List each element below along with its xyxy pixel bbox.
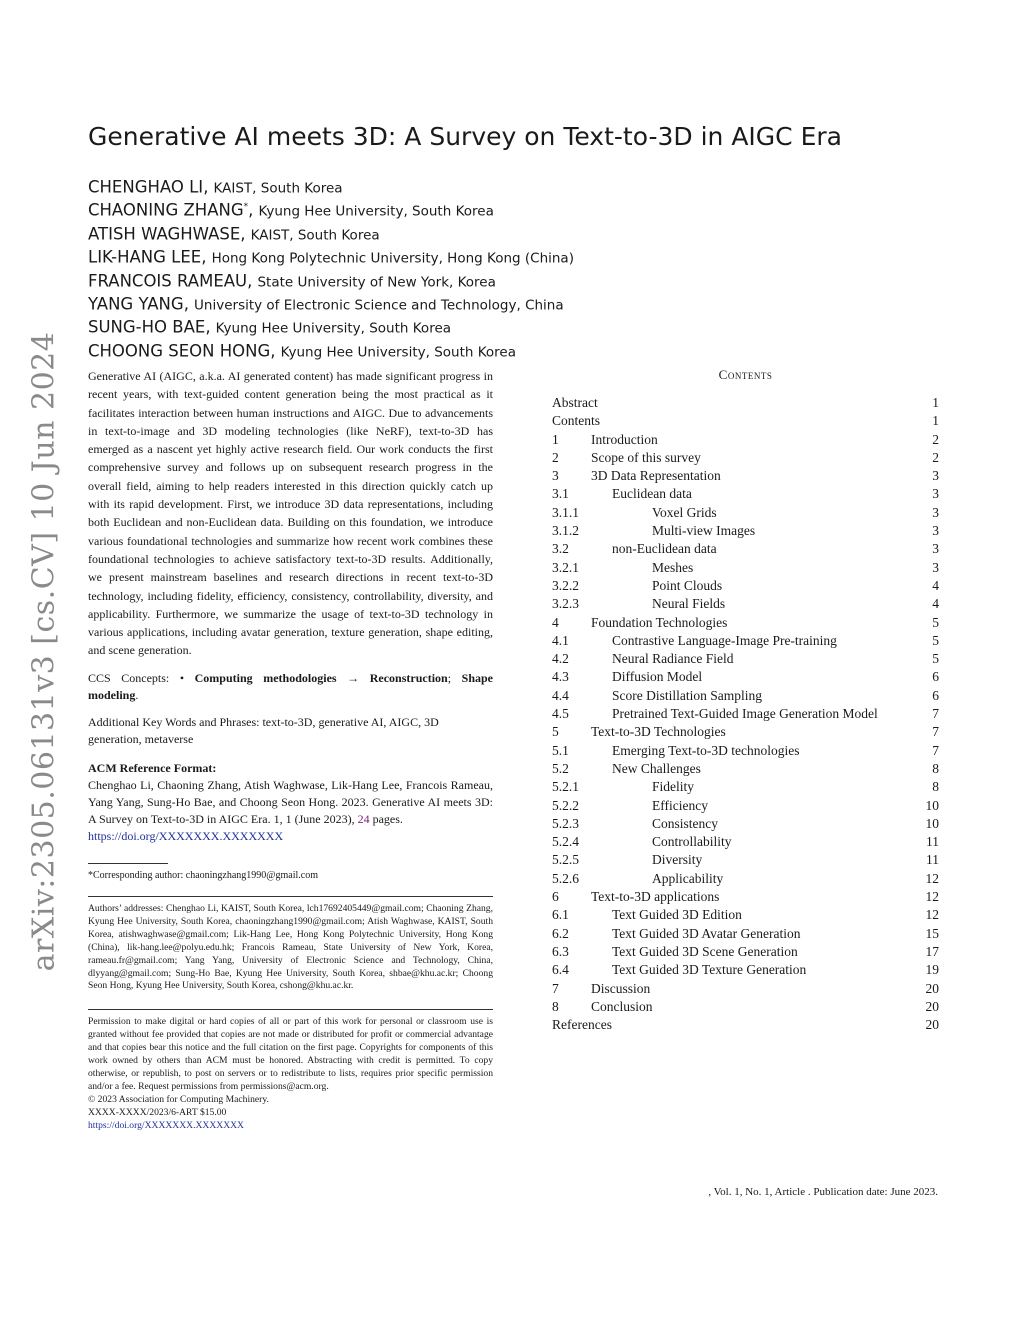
toc-entry-label: Neural Radiance Field [612,651,734,667]
author-name: LIK-HANG LEE [88,247,202,267]
toc-entry[interactable] [552,778,939,796]
toc-entry[interactable] [552,614,939,632]
toc-entry-label: Introduction [591,431,658,447]
isbn-line: XXXX-XXXX/2023/6-ART $15.00 [88,1107,227,1119]
author-affiliation: Hong Kong Polytechnic University, Hong Kong (China) [211,250,574,267]
arxiv-stamp [20,331,68,971]
toc-entry-page: 1 [932,413,939,429]
toc-entry[interactable] [552,632,939,650]
toc-entry[interactable] [552,760,939,778]
toc-entry-page: 8 [932,760,939,776]
toc-entry[interactable] [552,925,939,943]
toc-entry-label: Discussion [591,980,651,996]
toc-entry-label: Neural Fields [652,596,726,612]
toc-entry-page: 11 [926,834,939,850]
toc-entry[interactable] [552,394,939,412]
toc-entry[interactable] [552,504,939,522]
toc-entry-label: Text Guided 3D Edition [612,907,742,923]
toc-entry-number: 6 [552,889,559,905]
toc-entry-page: 7 [932,724,939,740]
toc-entry-label: Applicability [652,870,724,886]
toc-entry[interactable] [552,705,939,723]
toc-entry-page: 11 [926,852,939,868]
reference-pages-suffix: pages. [369,811,403,826]
author-list [88,173,574,360]
toc-entry-page: 7 [932,706,939,722]
toc-entry-page: 4 [932,577,939,593]
author-line: ATISH WAGHWASE, KAIST, South Korea [88,224,380,244]
arxiv-stamp-text: arXiv:2305.06131v3 [cs.CV] 10 Jun 2024 [26,331,62,971]
toc-entry-label: Contrastive Language-Image Pre-training [612,632,837,648]
toc-entry-label: Consistency [652,815,718,831]
toc-entry-number: 6.1 [552,907,569,923]
author-affiliation: Kyung Hee University, South Korea [258,203,494,220]
toc-entry-page: 3 [932,559,939,575]
toc-entry-label: Point Clouds [652,577,723,593]
toc-entry[interactable] [552,577,939,595]
toc-entry[interactable] [552,522,939,540]
author-name: FRANCOIS RAMEAU [88,270,248,290]
ccs-suffix: . [135,687,139,702]
bottom-doi-line [88,1120,493,1133]
ccs-separator: ; [447,670,462,685]
author-line: FRANCOIS RAMEAU, State University of New York, Korea [88,270,496,290]
toc-entry-label: Fidelity [652,779,695,795]
toc-entry-label: Euclidean data [612,486,692,502]
author-line: YANG YANG, University of Electronic Science and Technology, China [88,294,564,314]
toc-entry[interactable] [552,650,939,668]
toc-entry-label: Multi-view Images [652,523,756,539]
copyright-line: © 2023 Association for Computing Machinery. [88,1094,269,1106]
toc-entry-number: 3.2.3 [552,596,579,612]
toc-entry-page: 3 [932,523,939,539]
toc-entry[interactable] [552,1016,939,1034]
toc-entry[interactable] [552,540,939,558]
toc-entry[interactable] [552,595,939,613]
toc-entry-number: 4.4 [552,687,569,703]
toc-entry[interactable] [552,412,939,430]
toc-entry-number: 6.3 [552,943,569,959]
toc-entry-page: 2 [932,449,939,465]
toc-entry-number: 4.1 [552,632,569,648]
author-name: ATISH WAGHWASE [88,224,241,244]
toc-entry[interactable] [552,943,939,961]
toc-entry-page: 12 [925,907,939,923]
author-name: SUNG-HO BAE [88,317,206,337]
toc-entry-number: 6.2 [552,925,569,941]
toc-entry-number: 3.1.1 [552,504,579,520]
toc-entry-page: 2 [932,431,939,447]
toc-entry-number: 5.2.5 [552,852,579,868]
toc-entry-page: 8 [932,779,939,795]
author-affiliation: Kyung Hee University, South Korea [280,344,516,361]
toc-entry-label: Emerging Text-to-3D technologies [612,742,800,758]
toc-entry-number: 5.2 [552,760,569,776]
toc-entry-number: 7 [552,980,559,996]
toc-entry[interactable] [552,833,939,851]
author-affiliation: State University of New York, Korea [257,273,496,290]
toc-entry-page: 6 [932,687,939,703]
toc-entry-page: 3 [932,486,939,502]
toc-entry-number: 5 [552,724,559,740]
toc-entry-number: 5.1 [552,742,569,758]
author-line: CHENGHAO LI, KAIST, South Korea [88,177,343,197]
pages-link[interactable]: 24 [357,811,370,826]
author-mark: * [243,202,249,213]
footnote-rule [88,863,168,864]
toc-entry-label: New Challenges [612,760,701,776]
toc-entry-label: Conclusion [591,998,653,1014]
toc-entry-number: 5.2.3 [552,815,579,831]
toc-entry[interactable] [552,888,939,906]
toc-entry-page: 10 [925,797,939,813]
toc-entry-page: 12 [925,870,939,886]
toc-entry-number: 3.1 [552,486,569,502]
toc-entry-page: 12 [925,889,939,905]
toc-entry[interactable] [552,668,939,686]
toc-entry-page: 3 [932,504,939,520]
toc-entry-number: 4 [552,614,559,630]
toc-entry-page: 7 [932,742,939,758]
toc-entry-page: 3 [932,468,939,484]
toc-entry-label: Contents [552,413,601,429]
toc-entry-label: Score Distillation Sampling [612,687,762,703]
toc-entry[interactable] [552,797,939,815]
bottom-doi-link[interactable]: https://doi.org/XXXXXXX.XXXXXXX [88,1120,244,1132]
toc-entry[interactable] [552,431,939,449]
toc-entry[interactable] [552,485,939,503]
toc-entry-page: 19 [925,962,939,978]
toc-entry[interactable] [552,742,939,760]
toc-entry-page: 3 [932,541,939,557]
toc-entry-number: 3.1.2 [552,523,579,539]
author-affiliation: Kyung Hee University, South Korea [215,320,452,337]
toc-entry-label: Voxel Grids [652,504,717,520]
reference-heading: ACM Reference Format: [88,760,217,775]
toc-entry-label: Scope of this survey [591,449,701,465]
toc-entry-page: 17 [925,943,939,959]
toc-entry[interactable] [552,870,939,888]
toc-entry-label: Foundation Technologies [591,614,728,630]
author-affiliation: KAIST, South Korea [250,227,380,244]
toc-entry-number: 6.4 [552,962,569,978]
toc-entry-label: 3D Data Representation [591,468,721,484]
toc-entry-number: 1 [552,431,559,447]
paper-title: Generative AI meets 3D: A Survey on Text-to-3D in AIGC Era [88,122,842,151]
toc-entry-label: References [552,1017,612,1033]
toc-entry[interactable] [552,906,939,924]
toc-entry-page: 5 [932,632,939,648]
toc-entry-page: 20 [925,998,939,1014]
toc-entry-label: Abstract [552,395,598,410]
toc-entry-label: Text Guided 3D Scene Generation [612,943,798,959]
publication-footer: , Vol. 1, No. 1, Article . Publication date: June 2023. [708,1186,938,1198]
author-affiliation: KAIST, South Korea [213,180,343,197]
toc-entry-page: 20 [925,1017,939,1033]
ccs-term-reconstruction: Computing methodologies → Reconstruction [194,670,448,685]
toc-entry-label: Pretrained Text-Guided Image Generation Model [612,706,878,722]
author-affiliation: University of Electronic Science and Technology, China [194,297,564,314]
toc-entry-number: 3 [552,468,559,484]
permission-rule [88,1009,493,1010]
toc-entry-number: 4.5 [552,706,569,722]
author-name: CHOONG SEON HONG [88,341,271,361]
left-column [88,367,493,1133]
toc-entry[interactable] [552,998,939,1016]
toc-entry-label: non-Euclidean data [612,541,717,557]
author-name: CHAONING ZHANG [88,200,244,220]
author-line: SUNG-HO BAE, Kyung Hee University, South Korea [88,317,452,337]
toc-heading: Contents [718,367,773,382]
toc-entry-page: 5 [932,614,939,630]
toc-entry[interactable] [552,851,939,869]
toc-entry[interactable] [552,449,939,467]
toc-entry[interactable] [552,467,939,485]
ccs-prefix: CCS Concepts: • [88,670,185,685]
author-name: CHENGHAO LI [88,177,204,197]
toc-entry-label: Controllability [652,834,732,850]
toc-entry[interactable] [552,723,939,741]
toc-entry-number: 5.2.1 [552,779,579,795]
ccs-term-shape-modeling: Shape modeling [88,670,493,702]
toc-entry-number: 3.2 [552,541,569,557]
toc-entry-label: Text Guided 3D Texture Generation [612,962,807,978]
reference-format [88,777,493,845]
authors-addresses: Authors’ addresses: Chenghao Li, KAIST, South Korea, lch17692405449@gmail.com; Chaoning Zhang, Kyung Hee University, South Korea, chaoningzhang1990@gmail.com; Atish Waghwase, KAIST, South Korea, atishwaghwase@gmail.com; Lik-Hang Lee, Hong Kong Polytechnic University, Hong Kong (China), lik-hang.lee@polyu.edu.hk; Francois Rameau, State University of New York, Korea, rameau.fr@gmail.com; Yang Yang, University of Electronic Science and Technology, China, dlyyang@gmail.com; Sung-Ho Bae, Kyung Hee University, South Korea, shbae@khu.ac.kr; Choong Seon Hong, Kyung Hee University, South Korea, cshong@khu.ac.kr. [88,902,493,992]
toc-entry[interactable] [552,815,939,833]
toc-entry-number: 3.2.2 [552,577,579,593]
toc-entry-number: 5.2.2 [552,797,579,813]
toc-entry-number: 3.2.1 [552,559,579,575]
author-line: LIK-HANG LEE, Hong Kong Polytechnic University, Hong Kong (China) [88,247,574,267]
doi-link[interactable]: https://doi.org/XXXXXXX.XXXXXXX [88,828,284,843]
toc-entry[interactable] [552,961,939,979]
toc-entry-number: 2 [552,449,559,465]
toc-entry-number: 8 [552,998,559,1014]
keywords: Additional Key Words and Phrases: text-to-3D, generative AI, AIGC, 3D generation, metaverse [88,714,439,746]
toc-entry-label: Meshes [652,559,694,575]
author-name: YANG YANG [88,294,184,314]
toc-entry-label: Text-to-3D Technologies [591,724,726,740]
author-line: CHAONING ZHANG*, Kyung Hee University, South Korea [88,200,494,220]
toc-entry-number: 4.3 [552,669,569,685]
toc-entry-page: 1 [932,395,939,410]
author-line: CHOONG SEON HONG, Kyung Hee University, South Korea [88,341,516,361]
addresses-rule [88,896,493,897]
reference-text: Chenghao Li, Chaoning Zhang, Atish Waghwase, Lik-Hang Lee, Francois Rameau, Yang Yang, Sung-Ho Bae, and Choong Seon Hong. 2023. Generative AI meets 3D: A Survey on Text-to-3D in AIGC Era. 1, 1 (June 2023), [88,777,493,826]
toc-entry-label: Text-to-3D applications [591,889,720,905]
toc-entry[interactable] [552,559,939,577]
table-of-contents [552,366,939,1034]
toc-entry-page: 10 [925,815,939,831]
toc-entry[interactable] [552,980,939,998]
permission-notice: Permission to make digital or hard copies of all or part of this work for personal or classroom use is granted without fee provided that copies are not made or distributed for profit or commercial advantage and that copies bear this notice and the full citation on the first page. Copyrights for components of this work owned by others than ACM must be honored. Abstracting with credit is permitted. To copy otherwise, or republish, to post on servers or to redistribute to lists, requires prior specific permission and/or a fee. Request permissions from permissions@acm.org. [88,1016,493,1093]
toc-entry-number: 5.2.6 [552,870,579,886]
corresponding-author-footnote: *Corresponding author: chaoningzhang1990@gmail.com [88,869,318,881]
toc-entries [552,394,939,1034]
toc-entry-label: Diffusion Model [612,669,703,685]
toc-entry-number: 5.2.4 [552,834,579,850]
toc-entry-label: Diversity [652,852,703,868]
toc-entry-page: 20 [925,980,939,996]
toc-entry-label: Efficiency [652,797,708,813]
toc-entry-page: 15 [925,925,939,941]
toc-entry-page: 4 [932,596,939,612]
abstract: Generative AI (AIGC, a.k.a. AI generated content) has made significant progress in recent years, with text-guided content generation being the most practical as it facilitates interaction between human instructions and AIGC. Due to advancements in text-to-image and 3D modeling technologies (like NeRF), text-to-3D has emerged as a nascent yet highly active research field. Our work conducts the first comprehensive survey and follows up on subsequent research progress in the overall field, aiming to help readers interested in this direction quickly catch up with its rapid development. First, we introduce 3D data representations, including both Euclidean and non-Euclidean data. Building on this foundation, we introduce various foundational technologies and summarize how recent work combines these foundational technologies to achieve satisfactory text-to-3D results. Additionally, we present mainstream baselines and research directions in recent text-to-3D technology, including fidelity, efficiency, consistency, controllability, diversity, and applicability. Furthermore, we summarize the usage of text-to-3D technology in various applications, including avatar generation, texture generation, shape editing, and scene generation. [88,369,493,658]
toc-entry-page: 6 [932,669,939,685]
toc-entry-label: Text Guided 3D Avatar Generation [612,925,801,941]
toc-entry-number: 4.2 [552,651,569,667]
toc-entry[interactable] [552,687,939,705]
ccs-concepts [88,670,493,704]
toc-entry-page: 5 [932,651,939,667]
